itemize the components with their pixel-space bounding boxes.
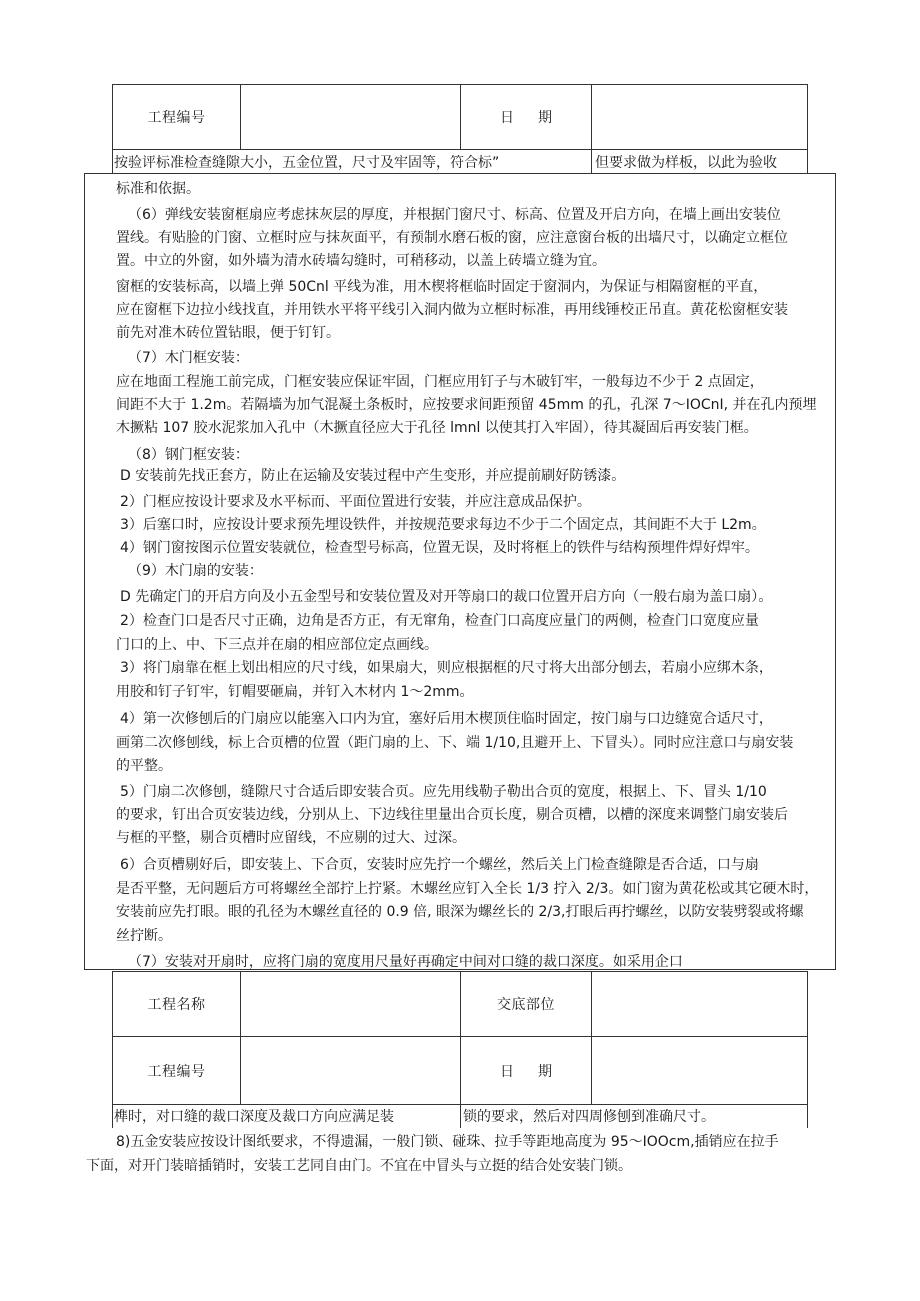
body-line: （7）木门框安装： — [128, 350, 249, 366]
table1-row2-mid-border — [591, 149, 592, 173]
body-line: 5）门扇二次修刨，缝隙尺寸合适后即安装合页。应先用线勒子勒出合页的宽度，根据上、下、冒头 1/10 — [120, 784, 767, 800]
body-line: 4）钢门窗按图示位置安装就位，检查型号标高，位置无误，及时将框上的铁件与结构预埋件焊好焊牢。 — [120, 540, 759, 556]
table2-handover-value-cell — [591, 971, 808, 1037]
body-line: 门口的上、中、下三点并在扇的相应部位定点画线。 — [116, 637, 438, 653]
body-line: （7）安装对开扇时，应将门扇的宽度用尺量好再确定中间对口缝的裁口深度。如采用企口 — [128, 954, 683, 970]
table2-date-value-cell — [591, 1036, 808, 1105]
body-line: （9）木门扇的安装： — [128, 563, 263, 579]
table2-date-label-cell — [460, 1036, 592, 1105]
body-line: 的要求，钉出合页安装边线，分别从上、下边线往里量出合页长度，剔合页槽，以槽的深度来调整门扇安装后 — [116, 807, 788, 823]
table1-date-label: 日期 — [500, 110, 576, 126]
table2-continuation-left: 榫时，对口缝的裁口深度及裁口方向应满足装 — [114, 1109, 394, 1125]
body-line: 窗框的安装标高，以墙上弹 50Cnl 平线为准，用木楔将框临时固定于窗洞内，为保证与相隔窗框的平直， — [116, 279, 768, 295]
table2-project-name-value-cell — [240, 971, 461, 1037]
table2-project-no-label-cell — [112, 1036, 241, 1105]
table1-continuation-left — [114, 154, 499, 172]
table2-continuation-right: 锁的要求，然后对四周修刨到准确尺寸。 — [463, 1109, 715, 1125]
body-line: 4）第一次修刨后的门扇应以能塞入口内为宜，塞好后用木楔顶住临时固定，按门扇与口边缝宽合适尺寸， — [120, 711, 773, 727]
body-line: （6）弹线安装窗框扇应考虑抹灰层的厚度，并根据门窗尺寸、标高、位置及开启方向，在墙上画出安装位 — [128, 207, 781, 223]
body-line: 3）将门扇靠在框上划出相应的尺寸线，如果扇大，则应根据框的尺寸将大出部分刨去，若扇小应绑木条， — [120, 660, 773, 676]
body-line: （8）钢门框安装： — [128, 447, 249, 463]
table2-project-name-label: 工程名称 — [147, 997, 206, 1013]
body-line: 丝拧断。 — [116, 928, 172, 944]
table2-row3-left-border — [112, 1104, 113, 1128]
table2-row3-right-border — [807, 1104, 808, 1128]
table1-project-no-value-cell — [240, 84, 461, 150]
table1-date-value-cell — [591, 84, 808, 150]
body-line: D 先确定门的开启方向及小五金型号和安装位置及对开等扇口的裁口位置开启方向（一般右扇为盖口扇）。 — [120, 589, 773, 605]
body-line: 3）后塞口时，应按设计要求预先埋设铁件，并按规范要求每边不少于二个固定点，其间距不大于 L2m。 — [120, 517, 766, 533]
body-line: 画第二次修刨线，标上合页槽的位置（距门扇的上、下、端 1/10,且避开上、下冒头）。同时应注意口与扇安装 — [116, 735, 794, 751]
footer-line: 8)五金安装应按设计图纸要求，不得遗漏，一般门锁、碰珠、拉手等距地高度为 95～IOOcm,插销应在拉手 — [116, 1134, 779, 1150]
body-line: 与框的平整，剔合页槽时应留线，不应剔的过大、过深。 — [116, 830, 466, 846]
body-line: 是否平整，无问题后方可将螺丝全部拧上拧紧。木螺丝应钉入全长 1/3 拧入 2/3。如门窗为黄花松或其它硬木时， — [116, 881, 819, 897]
body-line: 标准和依据。 — [116, 181, 200, 197]
table2-handover-label: 交底部位 — [497, 997, 555, 1013]
body-line: 置。中立的外窗，如外墙为清水砖墙勾缝时，可稍移动，以盖上砖墙立缝为宜。 — [116, 253, 606, 269]
body-line: 的平整。 — [116, 758, 172, 774]
body-line: 间距不大于 1.2m。若隔墙为加气混凝土条板时，应按要求间距预留 45mm 的孔，孔深 7～IOCnI, 并在孔内预埋 — [116, 397, 817, 413]
table2-handover-label-cell — [460, 971, 592, 1037]
table1-continuation-quote: ” — [492, 155, 500, 171]
body-line: 6）合页槽剔好后，即安装上、下合页，安装时应先拧一个螺丝，然后关上门检查缝隙是否合适，口与扇 — [120, 857, 759, 873]
table2-project-name-label-cell — [112, 971, 241, 1037]
table2-project-no-label: 工程编号 — [147, 1063, 206, 1080]
body-line: 应在地面工程施工前完成，门框安装应保证牢固，门框应用钉子与木破钉牢，一般每边不少于 2 点固定， — [116, 374, 764, 390]
table1-row2-right-border — [807, 149, 808, 173]
table1-continuation-left-text: 按验评标准检查缝隙大小，五金位置，尺寸及牢固等，符合标 — [114, 155, 492, 171]
footer-line: 下面，对开门装暗插销时，安装工艺同自由门。不宜在中冒头与立挺的结合处安装门锁。 — [86, 1158, 632, 1174]
body-line: 置线。有贴脸的门窗、立框时应与抹灰面平，有预制水磨石板的窗，应注意窗台板的出墙尺寸，以确定立框位 — [116, 230, 788, 246]
body-line: 木撅粘 107 胶水泥浆加入孔中（木撅直径应大于孔径 lmnl 以使其打入牢固），待其凝固后再安装门框。 — [116, 420, 758, 436]
table2-project-no-value-cell — [240, 1036, 461, 1105]
table2-row3-mid-border — [460, 1104, 461, 1128]
body-line: 应在窗框下边拉小线找直，并用铁水平将平线引入洞内做为立框时标准，再用线锤校正吊直。黄花松窗框安装 — [116, 302, 788, 318]
body-line: D 安装前先找正套方，防止在运输及安装过程中产生变形，并应提前刷好防锈漆。 — [120, 468, 626, 484]
table1-row2-left-border — [112, 149, 113, 173]
body-line: 安装前应先打眼。眼的孔径为木螺丝直径的 0.9 倍, 眼深为螺丝长的 2/3,打眼后再拧螺丝，以防安装劈裂或将螺 — [116, 904, 804, 920]
body-line: 2）检查门口是否尺寸正确，边角是否方正，有无窜角，检查门口高度应量门的两侧，检查门口宽度应量 — [120, 613, 759, 629]
table1-project-no-label-cell — [112, 84, 241, 150]
body-line: 用胶和钉子钉牢，钉帽要砸扁，并钉入木材内 1～2mm。 — [116, 684, 474, 700]
table2-date-label: 日期 — [500, 1063, 576, 1080]
table1-date-label-cell — [460, 84, 592, 150]
body-line: 2）门框应按设计要求及水平标而、平面位置进行安装，并应注意成品保护。 — [120, 494, 591, 510]
table1-continuation-right: 但要求做为样板，以此为验收 — [595, 155, 777, 171]
body-line: 前先对准木砖位置钻眼，便于钉钉。 — [116, 325, 340, 341]
table1-project-no-label: 工程编号 — [147, 110, 206, 126]
